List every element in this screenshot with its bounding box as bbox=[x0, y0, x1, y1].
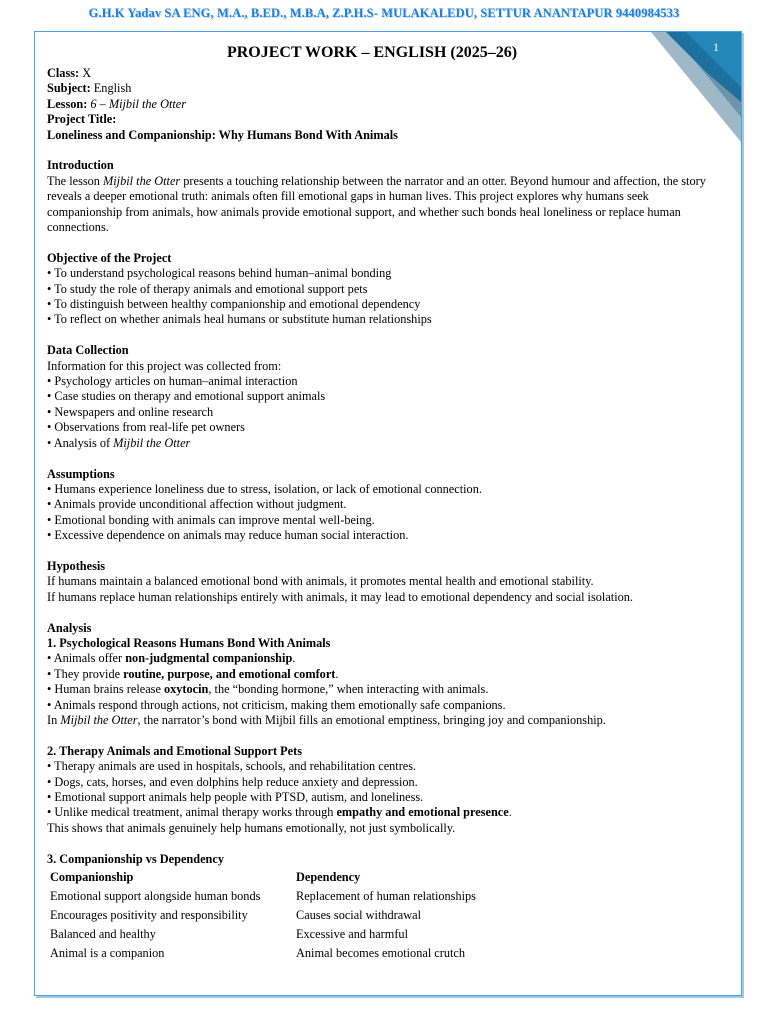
analysis-sub1-closing-rest: , the narrator’s bond with Mijbil fills an emotional emptiness, bringing joy and companionship. bbox=[137, 712, 606, 727]
analysis-sub1-heading: 1. Psychological Reasons Humans Bond With Animals bbox=[47, 635, 331, 650]
analysis-sub1-item2-bold: routine, purpose, and emotional comfort bbox=[123, 666, 336, 681]
analysis-sub2-item: • Dogs, cats, horses, and even dolphins help reduce anxiety and depression. bbox=[47, 774, 418, 789]
objective-item: • To reflect on whether animals heal humans or substitute human relationships bbox=[47, 312, 432, 327]
table-row bbox=[47, 925, 479, 944]
table-cell: Animal is a companion bbox=[50, 945, 165, 960]
assumption-item: • Animals provide unconditional affection without judgment. bbox=[47, 497, 347, 512]
objective-item: • To distinguish between healthy companionship and emotional dependency bbox=[47, 297, 421, 312]
table-cell: Emotional support alongside human bonds bbox=[50, 888, 261, 903]
hypothesis-heading: Hypothesis bbox=[47, 558, 106, 573]
data-collection-heading: Data Collection bbox=[47, 343, 129, 358]
assumption-item: • Emotional bonding with animals can improve mental well-being. bbox=[47, 512, 375, 527]
table-cell: Encourages positivity and responsibility bbox=[50, 907, 248, 922]
objective-item: • To study the role of therapy animals and emotional support pets bbox=[47, 281, 368, 296]
data-collection-item: • Observations from real-life pet owners bbox=[47, 420, 245, 435]
class-value: X bbox=[82, 66, 92, 80]
analysis-sub1-closing-start: In bbox=[47, 712, 61, 727]
data-collection-item: • Case studies on therapy and emotional support animals bbox=[47, 389, 326, 404]
analysis-sub1-item2-text: • They provide bbox=[47, 666, 124, 681]
analysis-sub2-item bbox=[47, 805, 727, 820]
intro-text-start: The lesson bbox=[47, 173, 104, 188]
analysis-sub1-item: • Animals respond through actions, not criticism, making them emotionally safe companions. bbox=[47, 697, 506, 712]
data-collection-item: • Newspapers and online research bbox=[47, 404, 214, 419]
objective-item: • To understand psychological reasons behind human–animal bonding bbox=[47, 266, 392, 281]
table-header-cell: Dependency bbox=[296, 869, 361, 884]
assumption-item: • Humans experience loneliness due to stress, isolation, or lack of emotional connection. bbox=[47, 481, 482, 496]
class-label: Class: bbox=[47, 66, 80, 80]
hypothesis-line-2: If humans replace human relationships entirely with animals, it may lead to emotional dependency and social isolation. bbox=[47, 589, 633, 604]
lesson-value: 6 – Mijbil the Otter bbox=[90, 96, 187, 111]
analysis-heading: Analysis bbox=[47, 620, 92, 635]
lesson-label: Lesson: bbox=[47, 96, 88, 111]
table-cell: Excessive and harmful bbox=[296, 926, 408, 941]
document-title: PROJECT WORK – ENGLISH (2025–26) bbox=[226, 44, 518, 61]
subject-label: Subject: bbox=[47, 81, 91, 96]
analysis-sub1-item1-end: . bbox=[292, 651, 296, 666]
project-title-value: Loneliness and Companionship: Why Humans Bond With Animals bbox=[47, 127, 398, 142]
analysis-sub1-item1-text: • Animals offer bbox=[47, 651, 126, 666]
analysis-sub1-item2-end: . bbox=[335, 666, 339, 681]
assumptions-heading: Assumptions bbox=[47, 466, 115, 481]
table-cell: Animal becomes emotional crutch bbox=[296, 945, 466, 960]
data-collection-last-italic: Mijbil the Otter bbox=[113, 435, 191, 450]
analysis-sub2-heading: 2. Therapy Animals and Emotional Support Pets bbox=[47, 743, 302, 758]
analysis-sub2-item: • Therapy animals are used in hospitals, schools, and rehabilitation centres. bbox=[47, 759, 417, 774]
table-cell: Causes social withdrawal bbox=[296, 907, 421, 922]
table-cell: Balanced and healthy bbox=[50, 926, 156, 941]
subject-line bbox=[47, 81, 727, 96]
analysis-sub1-item bbox=[47, 651, 727, 666]
analysis-sub2-item: • Emotional support animals help people with PTSD, autism, and loneliness. bbox=[47, 789, 424, 804]
analysis-sub2-item4-end: . bbox=[508, 805, 512, 820]
analysis-sub1-item3-text: • Human brains release bbox=[47, 682, 164, 697]
page-number: 1 bbox=[713, 40, 719, 54]
lesson-line bbox=[47, 97, 727, 112]
analysis-sub2-item4-text: • Unlike medical treatment, animal therapy works through bbox=[47, 805, 337, 820]
analysis-sub1-item3-bold: oxytocin bbox=[163, 682, 209, 697]
intro-text-rest: presents a touching relationship between the narrator and an otter. Beyond humour and affection, the story reveals a deeper emotional truth: animals often fill emotional gaps in human lives. This project explores why humans seek companionship from animals, how animals provide emotional support, and whether such bonds heal loneliness or replace human connections. bbox=[47, 173, 706, 235]
analysis-sub1-item3-end: , the “bonding hormone,” when interacting with animals. bbox=[208, 682, 489, 697]
page bbox=[34, 31, 742, 996]
intro-lesson-italic: Mijbil the Otter bbox=[103, 173, 181, 188]
analysis-sub1-item bbox=[47, 667, 727, 682]
analysis-sub1-closing-italic: Mijbil the Otter bbox=[60, 712, 138, 727]
table-row bbox=[47, 906, 479, 925]
objective-heading: Objective of the Project bbox=[47, 250, 172, 265]
project-title-label: Project Title: bbox=[47, 112, 117, 127]
analysis-sub1-closing bbox=[47, 713, 727, 728]
analysis-sub1-item1-bold: non-judgmental companionship bbox=[125, 651, 293, 666]
comparison-table bbox=[47, 868, 479, 963]
table-row bbox=[47, 944, 479, 963]
header-banner: G.H.K Yadav SA ENG, M.A., B.ED., M.B.A, Z.P.H.S- MULAKALEDU, SETTUR ANANTAPUR 9440984533 bbox=[88, 6, 680, 20]
analysis-sub3-heading: 3. Companionship vs Dependency bbox=[47, 851, 224, 866]
table-row bbox=[47, 887, 479, 906]
data-collection-item: • Psychology articles on human–animal interaction bbox=[47, 374, 298, 389]
analysis-sub2-item4-bold: empathy and emotional presence bbox=[336, 805, 509, 820]
analysis-sub2-closing: This shows that animals genuinely help humans emotionally, not just symbolically. bbox=[47, 820, 456, 835]
document-body bbox=[47, 43, 727, 963]
introduction-heading: Introduction bbox=[47, 158, 114, 173]
data-collection-last-prefix: • Analysis of bbox=[47, 435, 114, 450]
data-collection-intro: Information for this project was collected from: bbox=[47, 358, 282, 373]
table-header-row bbox=[47, 868, 479, 887]
class-line bbox=[47, 66, 727, 81]
data-collection-item bbox=[47, 436, 727, 451]
assumption-item: • Excessive dependence on animals may reduce human social interaction. bbox=[47, 528, 409, 543]
table-header-cell: Companionship bbox=[50, 869, 134, 884]
table-cell: Replacement of human relationships bbox=[296, 888, 476, 903]
hypothesis-line-1: If humans maintain a balanced emotional bond with animals, it promotes mental health and emotional stability. bbox=[47, 574, 594, 589]
analysis-sub1-item bbox=[47, 682, 727, 697]
introduction-text bbox=[47, 174, 727, 236]
subject-value: English bbox=[93, 81, 132, 96]
